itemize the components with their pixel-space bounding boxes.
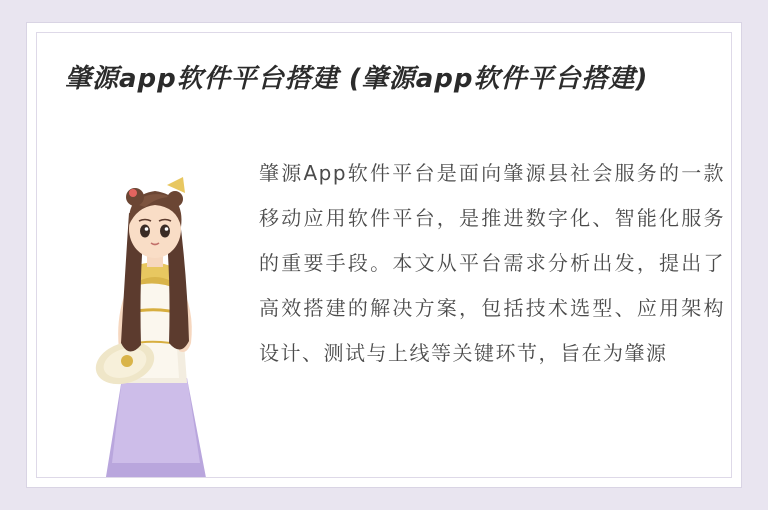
article-body: 肇源App软件平台是面向肇源县社会服务的一款移动应用软件平台，是推进数字化、智能化服务的重要手段。本文从平台需求分析出发，提出了高效搭建的解决方案，包括技术选型、应用架构设计、测试与上线等关键环节，旨在为肇源 bbox=[259, 161, 725, 365]
article-card bbox=[26, 22, 742, 488]
article-card-inner-border bbox=[36, 32, 732, 478]
page-title: 肇源app软件平台搭建 (肇源app软件平台搭建) bbox=[65, 64, 649, 94]
illustration-svg bbox=[67, 163, 242, 478]
anime-girl-illustration bbox=[67, 163, 242, 478]
